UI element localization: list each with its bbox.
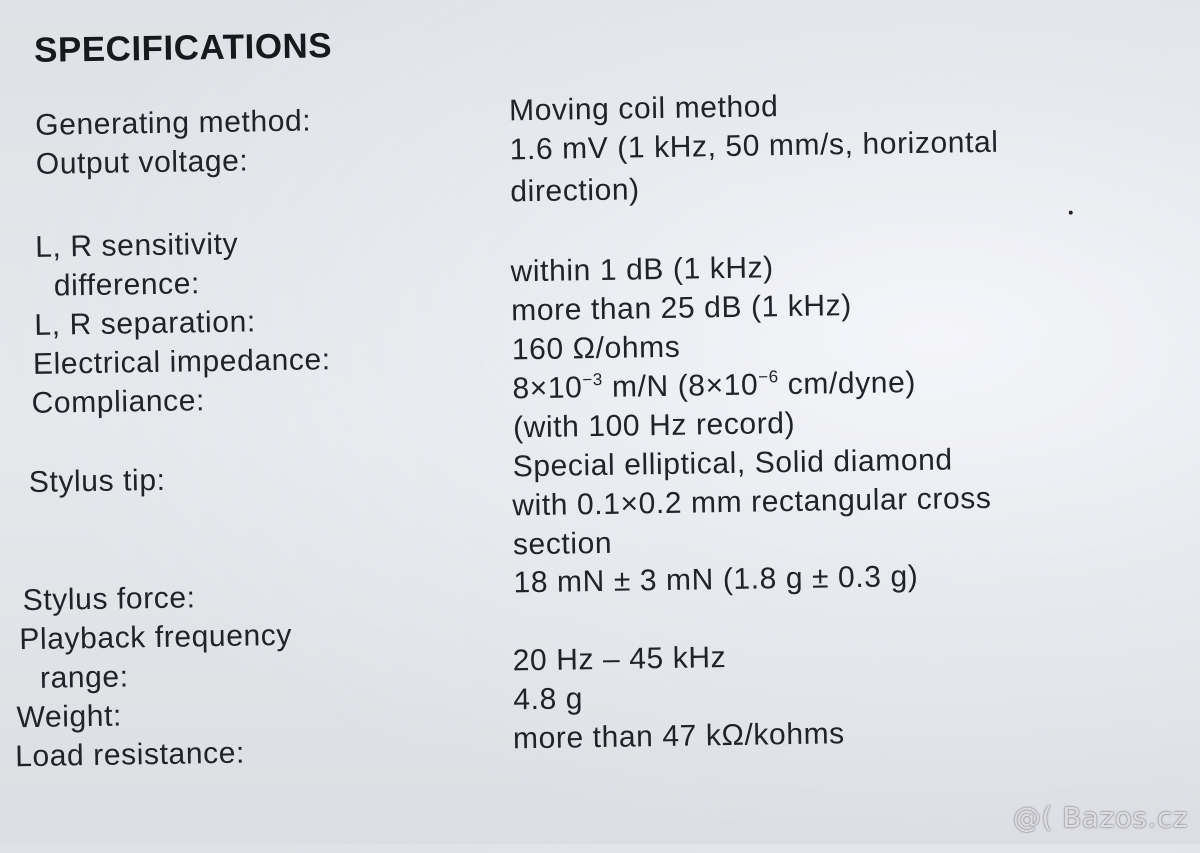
compliance-unit: cm/dyne)	[778, 366, 917, 402]
spec-label-sensitivity-difference-line1: L, R sensitivity	[34, 227, 239, 264]
spec-value-frequency-range: 20 Hz – 45 kHz	[512, 641, 727, 678]
spec-label-sensitivity-difference-line2: difference:	[53, 267, 201, 303]
spec-value-electrical-impedance: 160 Ω/ohms	[511, 330, 681, 367]
spec-label-stylus-force: Stylus force:	[22, 581, 196, 618]
spec-value-output-voltage-line2: direction)	[510, 173, 641, 209]
spec-value-sensitivity-difference: within 1 dB (1 kHz)	[510, 251, 775, 289]
spec-label-stylus-tip: Stylus tip:	[28, 463, 166, 499]
print-speck	[1069, 211, 1073, 215]
spec-label-weight: Weight:	[16, 699, 123, 735]
spec-value-separation: more than 25 dB (1 kHz)	[510, 289, 853, 328]
spec-value-load-resistance: more than 47 kΩ/kohms	[512, 717, 846, 756]
spec-value-generating-method: Moving coil method	[508, 90, 779, 128]
compliance-exponent-b: −6	[757, 367, 779, 387]
spec-label-frequency-range-line1: Playback frequency	[19, 618, 293, 657]
spec-value-output-voltage-line1: 1.6 mV (1 kHz, 50 mm/s, horizontal	[509, 125, 999, 167]
spec-value-weight: 4.8 g	[513, 682, 584, 717]
spec-label-separation: L, R separation:	[34, 305, 257, 342]
compliance-exponent-a: −3	[582, 369, 604, 390]
spec-label-generating-method: Generating method:	[35, 104, 312, 142]
page-title: SPECIFICATIONS	[33, 26, 333, 70]
spec-value-stylus-tip-line2: with 0.1×0.2 mm rectangular cross	[512, 481, 992, 523]
spec-label-electrical-impedance: Electrical impedance:	[32, 343, 331, 381]
spec-value-stylus-tip-line3: section	[512, 526, 613, 562]
spec-value-compliance	[512, 363, 916, 408]
spec-value-stylus-force: 18 mN ± 3 mN (1.8 g ± 0.3 g)	[513, 560, 919, 600]
spec-value-stylus-tip-line1: Special elliptical, Solid diamond	[512, 443, 953, 484]
spec-label-output-voltage: Output voltage:	[35, 144, 249, 181]
spec-label-load-resistance: Load resistance:	[14, 736, 246, 774]
watermark: @( Bazos.cz	[1012, 801, 1188, 834]
spec-value-compliance-line2: (with 100 Hz record)	[512, 406, 796, 445]
spec-label-frequency-range-line2: range:	[39, 660, 129, 695]
compliance-base-a: 8×10	[512, 371, 583, 406]
spec-label-compliance: Compliance:	[31, 384, 206, 420]
compliance-base-b: m/N (8×10	[602, 368, 759, 404]
